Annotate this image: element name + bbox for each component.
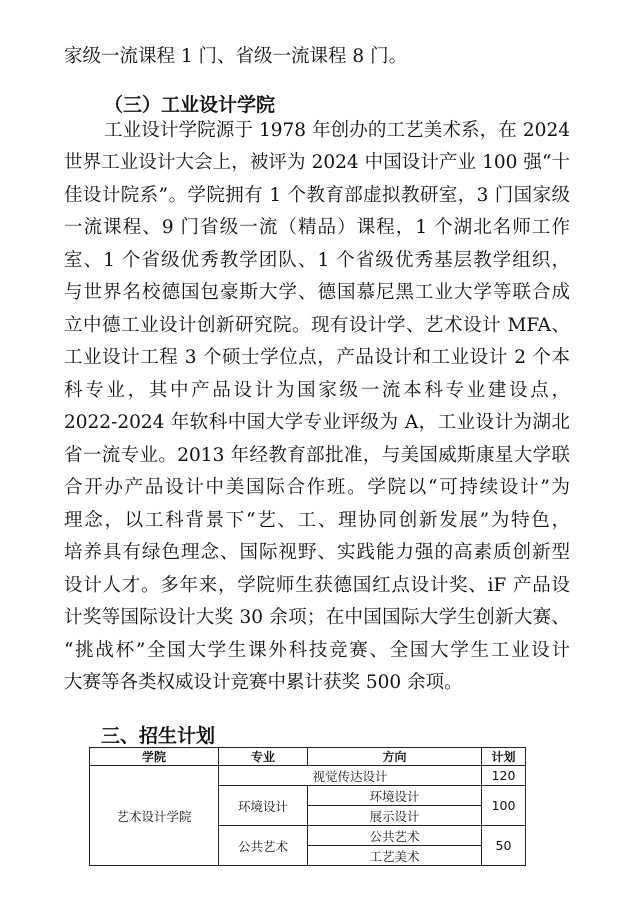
cell-major: 环境设计 <box>219 786 308 826</box>
paragraph-line: 与世界名校德国包豪斯大学、德国慕尼黑工业大学等联合成 <box>64 282 570 303</box>
cell-direction: 展示设计 <box>308 806 482 826</box>
paragraph-line: 世界工业设计大会上，被评为 2024 中国设计产业 100 强“十 <box>64 152 570 173</box>
header-plan: 计划 <box>482 748 526 766</box>
table-header-row <box>90 748 526 766</box>
cell-major-full: 视觉传达设计 <box>219 766 482 786</box>
cell-plan: 100 <box>482 786 526 826</box>
paragraph-line: 科专业，其中产品设计为国家级一流本科专业建设点， <box>64 380 570 401</box>
section-heading-industrial-design: （三）工业设计学院 <box>104 94 276 116</box>
paragraph-line: “挑战杯”全国大学生课外科技竞赛、全国大学生工业设计 <box>64 640 570 661</box>
paragraph-line: 设计人才。多年来，学院师生获德国红点设计奖、iF 产品设 <box>64 575 570 596</box>
paragraph-line: 理念，以工科背景下“艺、工、理协同创新发展”为特色， <box>64 510 570 531</box>
header-direction: 方向 <box>308 748 482 766</box>
cell-direction: 工艺美术 <box>308 846 482 866</box>
paragraph-line: 工业设计学院源于 1978 年创办的工艺美术系，在 2024 <box>104 120 570 141</box>
cell-plan: 50 <box>482 826 526 866</box>
cell-direction: 公共艺术 <box>308 826 482 846</box>
paragraph-line: 培养具有绿色理念、国际视野、实践能力强的高素质创新型 <box>64 542 570 563</box>
section-heading-enrollment-plan: 三、招生计划 <box>101 725 216 747</box>
paragraph-line: 合开办产品设计中美国际合作班。学院以“可持续设计”为 <box>64 477 570 498</box>
cell-college: 艺术设计学院 <box>90 766 219 866</box>
paragraph-line: 佳设计院系”。学院拥有 1 个教育部虚拟教研室，3 门国家级 <box>64 185 570 206</box>
paragraph-line: 室、1 个省级优秀教学团队、1 个省级优秀基层教学组织， <box>64 250 570 271</box>
paragraph-line: 2022-2024 年软科中国大学专业评级为 A，工业设计为湖北 <box>64 412 570 433</box>
cell-direction: 环境设计 <box>308 786 482 806</box>
paragraph-line: 计奖等国际设计大奖 30 余项；在中国国际大学生创新大赛、 <box>64 607 570 628</box>
paragraph-line: 立中德工业设计创新研究院。现有设计学、艺术设计 MFA、 <box>64 315 570 336</box>
header-major: 专业 <box>219 748 308 766</box>
header-college: 学院 <box>90 748 219 766</box>
paragraph-line: 大赛等各类权威设计竞赛中累计获奖 500 余项。 <box>64 672 463 693</box>
intro-tail-text: 家级一流课程 1 门、省级一流课程 8 门。 <box>64 46 408 67</box>
cell-major: 公共艺术 <box>219 826 308 866</box>
paragraph-line: 省一流专业。2013 年经教育部批准，与美国威斯康星大学联 <box>64 445 570 466</box>
paragraph-line: 工业设计工程 3 个硕士学位点，产品设计和工业设计 2 个本 <box>64 347 570 368</box>
paragraph-line: 一流课程、9 门省级一流（精品）课程，1 个湖北名师工作 <box>64 217 570 238</box>
enrollment-plan-table <box>89 747 526 866</box>
cell-plan: 120 <box>482 766 526 786</box>
table-row <box>90 766 526 786</box>
